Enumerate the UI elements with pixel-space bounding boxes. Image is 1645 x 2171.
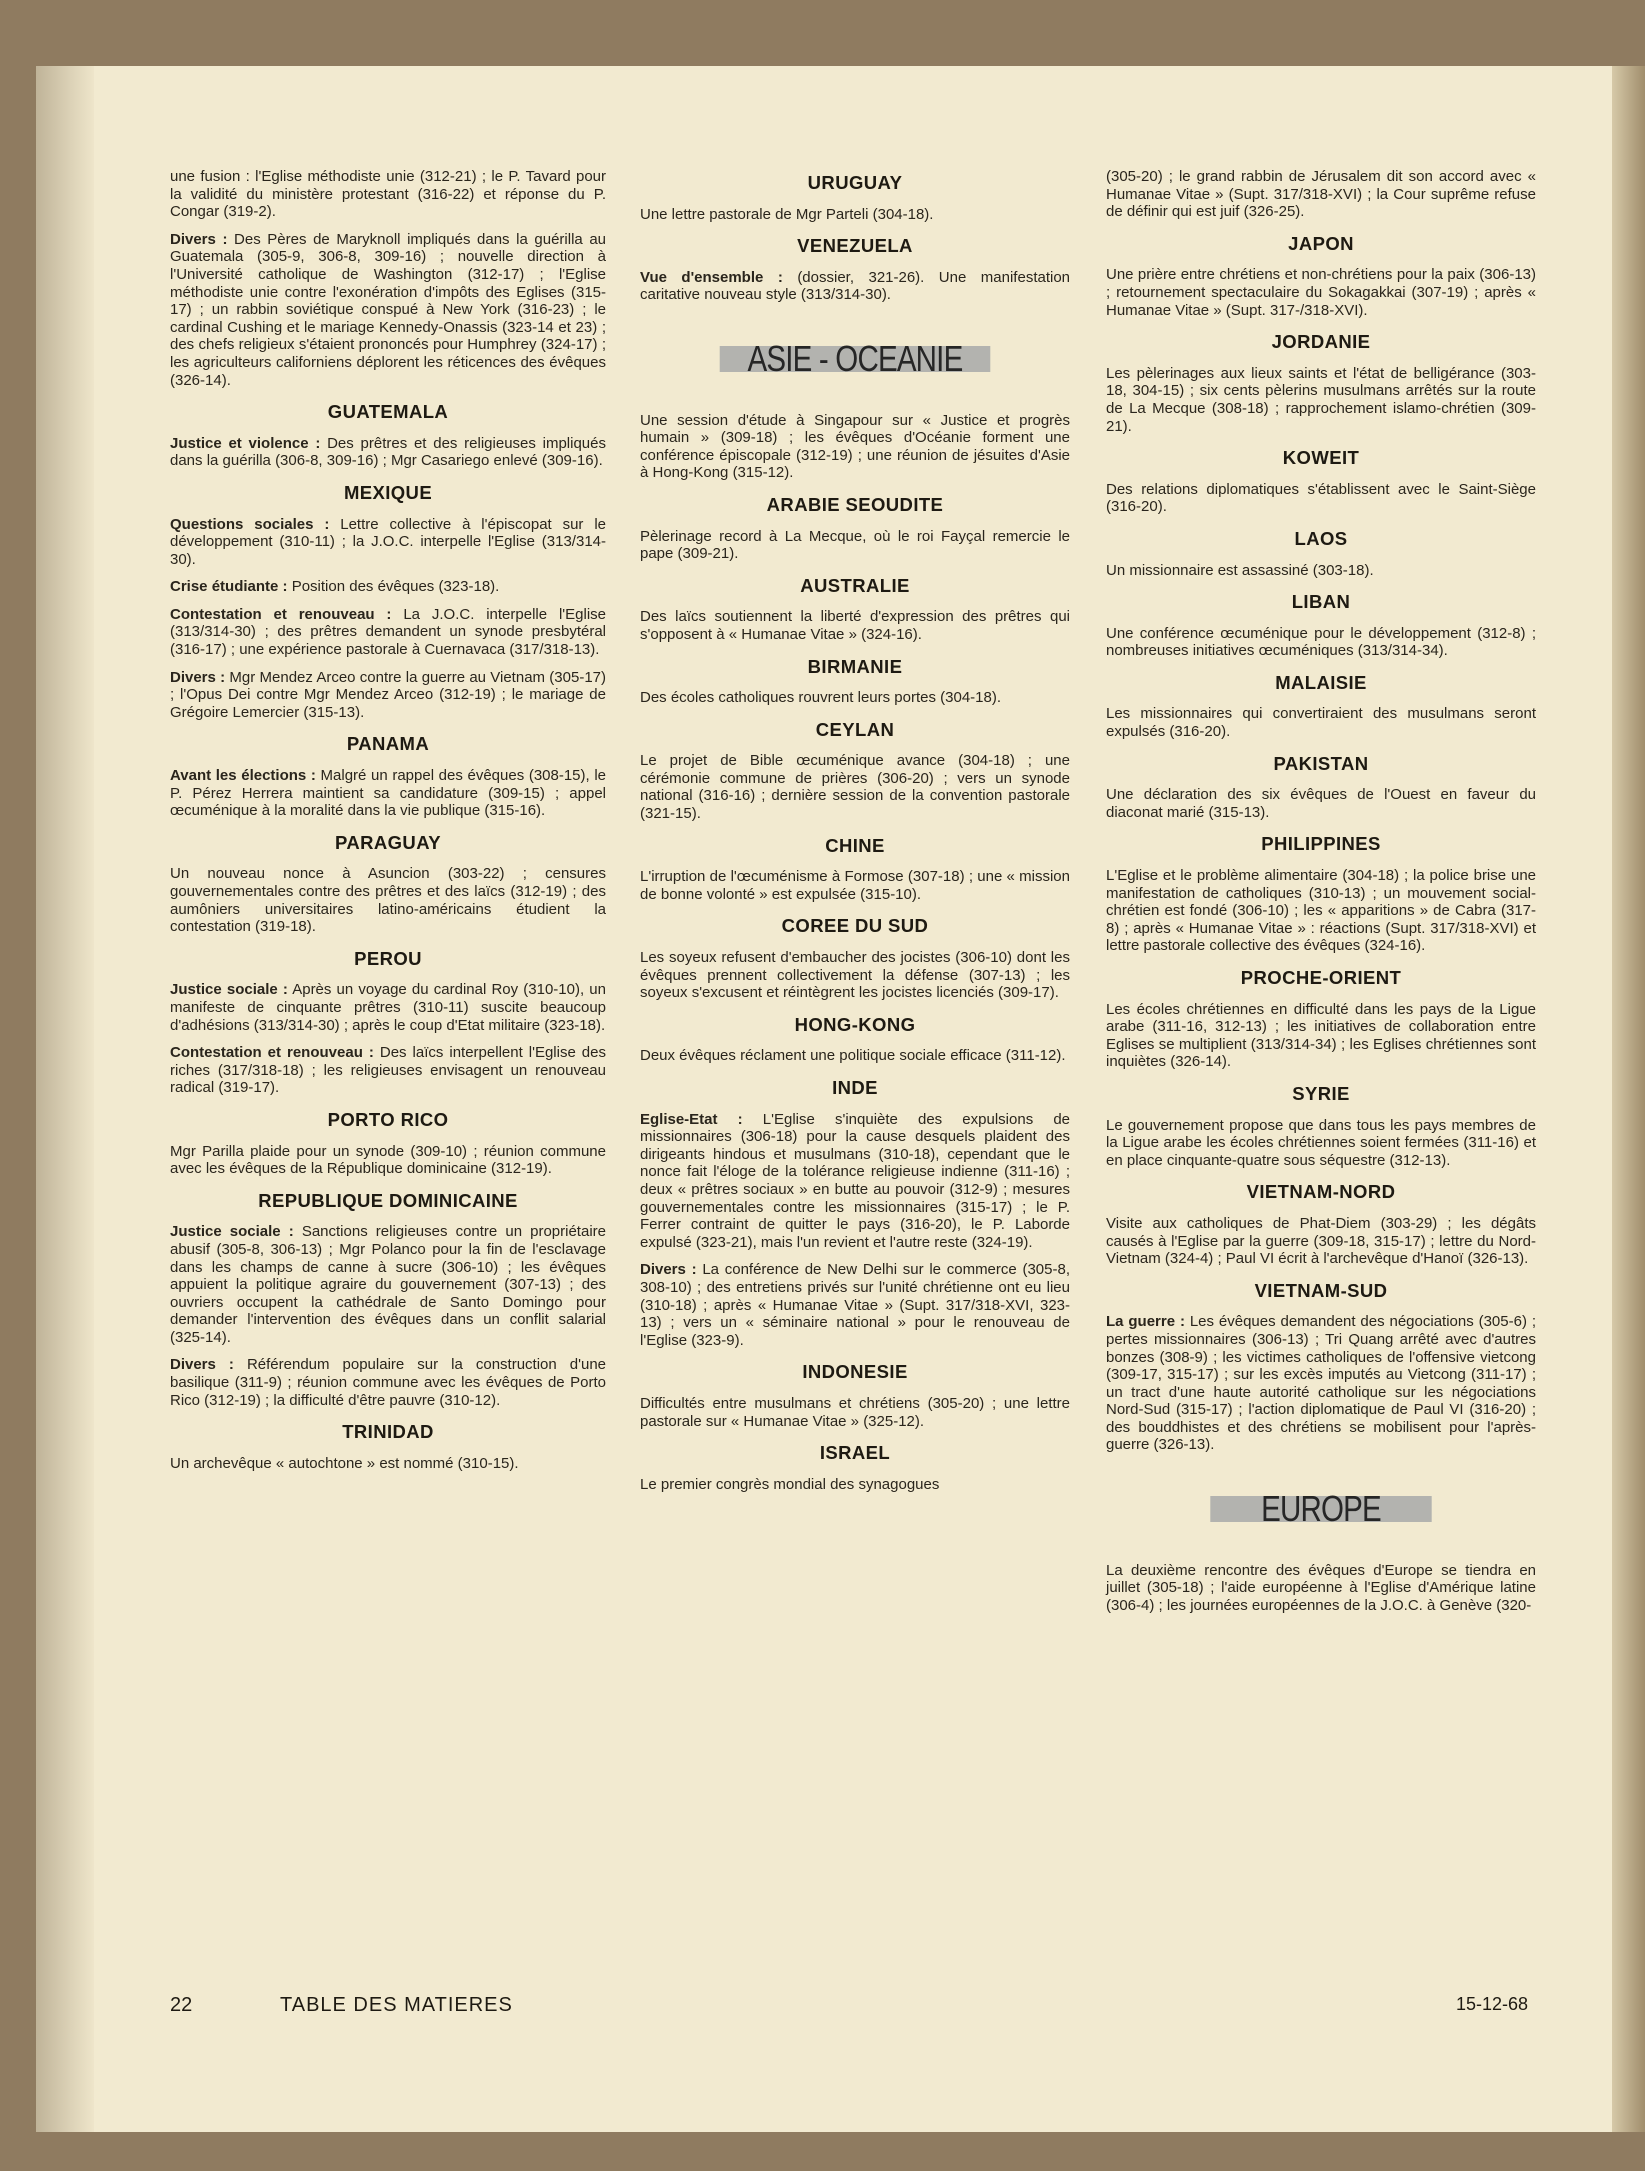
entry-lead: Divers :	[170, 230, 228, 248]
index-entry	[170, 865, 606, 935]
entry-text: La conférence de New Delhi sur le commerce (305-8, 308-10) ; des entretiens privés sur l'unité chrétienne ont eu lieu (310-18) ; après « Humanae Vitae » (Supt. 317/318-XVI, 323-13) ; vers un « séminaire national » pour le renouveau de l'Eglise (323-9).	[640, 1261, 1070, 1349]
entry-lead: Divers :	[640, 1261, 697, 1279]
index-section	[170, 1108, 606, 1178]
index-section	[1106, 969, 1536, 1071]
section-heading: ISRAEL	[819, 1442, 891, 1464]
entry-text: La J.O.C. interpelle l'Eglise (313/314-30) ; des prêtres demandent un synode presbytéral (316-17) ; une expérience pastorale à Cuernavaca (317/318-13).	[170, 605, 607, 659]
entry-text: Un archevêque « autochtone » est nommé (310-15).	[170, 1454, 519, 1472]
index-entry	[640, 949, 1070, 1002]
entry-text: Des prêtres et des religieuses impliqués dans la guérilla (306-8, 309-16) ; Mgr Casariego enlevé (309-16).	[170, 434, 606, 470]
index-section	[640, 174, 1070, 223]
entry-text: Position des évêques (323-18).	[291, 578, 500, 596]
index-section	[640, 574, 1070, 644]
index-entry	[1106, 365, 1536, 435]
entry-lead: Divers :	[170, 668, 226, 686]
section-heading: VIETNAM-NORD	[1246, 1181, 1396, 1203]
section-heading: GUATEMALA	[327, 401, 449, 423]
section-heading: PARAGUAY	[335, 831, 441, 853]
section-heading: ARABIE SEOUDITE	[766, 493, 944, 515]
entry-text: Une session d'étude à Singapour sur « Justice et progrès humain » (309-18) ; les évêques d'Océanie forment une conférence épiscopale (312-19) ; une réunion de jésuites d'Asie à Hong-Kong (315-12).	[640, 411, 1070, 482]
section-heading: COREE DU SUD	[781, 915, 929, 937]
entry-lead: La guerre :	[1106, 1313, 1185, 1331]
section-heading: JORDANIE	[1271, 331, 1371, 353]
index-entry	[170, 1223, 606, 1346]
section-heading: MALAISIE	[1275, 671, 1367, 693]
index-entry	[170, 669, 606, 722]
entry-text: Des Pères de Maryknoll impliqués dans la guérilla au Guatemala (305-9, 306-8, 309-16) ; nouvelle direction à l'Université catholique de Washington (312-17) ; l'Eglise méthodiste unie contre l'exonération d'impôts des Eglises (315-17) ; un rabbin soviétique conspué à New York (316-23) ; le cardinal Cushing et le mariage Kennedy-Onassis (323-14 et 23) ; des chefs religieux s'étaient prononcés pour Humphrey (324-17) ; les agriculteurs californiens déplorent les réticences des évêques (326-14).	[170, 230, 607, 389]
entry-text: Des écoles catholiques rouvrent leurs portes (304-18).	[640, 689, 1002, 707]
index-entry	[640, 1047, 1070, 1065]
index-entry	[640, 1111, 1070, 1252]
index-section	[640, 493, 1070, 563]
section-heading: URUGUAY	[807, 172, 903, 193]
index-section	[1106, 1183, 1536, 1267]
index-section	[170, 481, 607, 722]
section-heading: AUSTRALIE	[800, 574, 910, 596]
entry-text: Les pèlerinages aux lieux saints et l'état de belligérance (303-18, 304-15) ; six cents pèlerins musulmans arrêtés sur la route de La Mecque (308-18) ; rapprochement islamo-chrétien (309-21).	[1106, 364, 1536, 435]
index-entry	[640, 269, 1070, 304]
binding-shadow	[36, 66, 94, 2132]
index-section	[640, 1444, 1070, 1493]
entry-text: Le gouvernement propose que dans tous les pays membres de la Ligue arabe les écoles chrétiennes soient fermées (311-16) et en place cinquante-quatre sous séquestre (312-13).	[1106, 1116, 1536, 1169]
entry-text: Mgr Mendez Arceo contre la guerre au Vietnam (305-17) ; l'Opus Dei contre Mgr Mendez Arceo (312-19) ; le mariage de Grégoire Lemercier (315-13).	[170, 668, 607, 721]
index-section	[1106, 449, 1536, 516]
index-entry	[170, 231, 606, 389]
index-section	[640, 237, 1070, 304]
entry-text: une fusion : l'Eglise méthodiste unie (312-21) ; le P. Tavard pour la validité du ministère protestant (316-22) et réponse du P. Congar (319-2).	[170, 168, 606, 221]
entry-lead: Justice sociale :	[170, 1223, 294, 1241]
entry-text: Les soyeux refusent d'embaucher des jocistes (306-10) dont les évêques prennent collectivement la défense (307-13) ; les soyeux s'excusent et réintègrent les jocistes licenciés (309-17).	[640, 949, 1070, 1002]
entry-text: Référendum populaire sur la construction d'une basilique (311-9) ; réunion commune avec les évêques de Porto Rico (312-19) ; la difficulté d'être pauvre (310-12).	[170, 1356, 607, 1409]
entry-lead: Justice sociale :	[170, 981, 288, 999]
index-section	[1106, 1082, 1536, 1169]
index-entry	[170, 168, 606, 221]
entry-text: Des relations diplomatiques s'établissent avec le Saint-Siège (316-20).	[1106, 480, 1536, 516]
index-entry	[170, 981, 606, 1034]
section-heading: TRINIDAD	[342, 1421, 434, 1443]
index-entry	[170, 1356, 606, 1409]
index-section	[1106, 168, 1536, 221]
entry-text: Une prière entre chrétiens et non-chrétiens pour la paix (306-13) ; retournement spectaculaire du Sokagakkai (307-19) ; après « Humanae Vitae » (Supt. 317-/318-XVI).	[1106, 266, 1536, 319]
entry-text: Mgr Parilla plaide pour un synode (309-10) ; réunion commune avec les évêques de la République dominicaine (312-19).	[170, 1142, 606, 1178]
page-edge	[1612, 66, 1645, 2132]
section-heading: CHINE	[825, 834, 885, 856]
section-heading: INDE	[832, 1077, 878, 1098]
entry-text: Le projet de Bible œcuménique avance (304-18) ; une cérémonie commune de prières (306-20) ; vers un synode national (316-16) ; dernière session de la convention pastorale (321-15).	[640, 752, 1070, 823]
index-entry	[1106, 266, 1536, 319]
index-section	[640, 917, 1070, 1001]
index-section	[1106, 232, 1536, 319]
entry-lead: Vue d'ensemble :	[640, 268, 783, 286]
entry-text: Une conférence œcuménique pour le développement (312-8) ; nombreuses initiatives œcuméniques (313/314-34).	[1106, 624, 1536, 660]
index-entry	[1106, 168, 1536, 221]
index-section	[170, 403, 606, 470]
index-entry	[170, 1455, 606, 1473]
entry-text: (dossier, 321-26). Une manifestation caritative nouveau style (313/314-30).	[640, 268, 1071, 304]
index-section	[1106, 1279, 1536, 1454]
page-number: 22	[170, 1994, 193, 2016]
entry-text: L'Eglise et le problème alimentaire (304-18) ; la police brise une manifestation de catholiques (310-13) ; un mouvement social-chrétien est fondé (306-10) ; les « apparitions » de Cabra (317-8) ; après « Humanae Vitae » : réactions (Supt. 317/318-XVI) et lettre pastorale collective des évêques (324-16).	[1106, 867, 1536, 955]
entry-text: Une lettre pastorale de Mgr Parteli (304-18).	[640, 205, 934, 223]
index-section	[1106, 1562, 1536, 1615]
index-entry	[640, 689, 1070, 707]
section-heading: INDONESIE	[802, 1361, 908, 1383]
index-entry	[1106, 1313, 1536, 1454]
entry-text: Un missionnaire est assassiné (303-18).	[1106, 561, 1374, 579]
entry-text: Sanctions religieuses contre un propriétaire abusif (305-8, 306-13) ; Mgr Polanco pour la fin de l'esclavage dans les champs de canne à sucre (306-10) ; les évêques appuient la politique agraire du gouvernement (307-13) ; des ouvriers occupent la cathédrale de Santo Domingo pour demander l'intervention des évêques dans un conflit salarial (325-14).	[170, 1223, 606, 1346]
footer-title: TABLE DES MATIERES	[280, 1994, 513, 2016]
index-entry	[640, 528, 1070, 563]
index-entry	[640, 1395, 1070, 1430]
index-section	[640, 718, 1070, 823]
entry-lead: Divers :	[170, 1356, 234, 1374]
index-entry	[1106, 481, 1536, 516]
index-entry	[640, 206, 1070, 224]
index-entry	[1106, 867, 1536, 955]
index-section	[170, 1189, 607, 1410]
section-heading: JAPON	[1288, 232, 1354, 254]
index-entry	[640, 608, 1070, 643]
entry-text: Les évêques demandent des négociations (305-6) ; pertes missionnaires (306-13) ; Tri Quang arrêté avec d'autres bonzes (308-9) ; les victimes catholiques de l'offensive vietcong (309-17, 315-17) ; sur les excès imputés au Vietcong (311-17) ; un tract d'une haute autorité catholique sur les négociations Nord-Sud (315-17) ; l'action diplomatique de Paul VI (316-20) ; des bouddhistes et des chrétiens se mobilisent pour l'après-guerre (326-13).	[1106, 1313, 1536, 1454]
entry-text: Le premier congrès mondial des synagogues	[640, 1475, 940, 1493]
index-entry	[1106, 1215, 1536, 1268]
entry-lead: Avant les élections :	[170, 767, 316, 785]
column-2	[640, 168, 1070, 1507]
index-entry	[170, 516, 606, 569]
section-heading: VIETNAM-SUD	[1254, 1279, 1388, 1301]
region-banner: EUROPE	[1210, 1496, 1431, 1522]
index-entry	[170, 767, 606, 820]
section-heading: PAKISTAN	[1273, 752, 1369, 774]
entry-text: L'irruption de l'œcuménisme à Formose (307-18) ; une « mission de bonne volonté » est expulsée (315-10).	[640, 868, 1070, 903]
index-section	[170, 831, 606, 936]
index-entry	[1106, 625, 1536, 660]
section-heading: SYRIE	[1292, 1082, 1350, 1104]
entry-text: Difficultés entre musulmans et chrétiens (305-20) ; une lettre pastorale sur « Humanae Vitae » (325-12).	[640, 1394, 1070, 1430]
index-section	[640, 1013, 1070, 1065]
index-section	[640, 655, 1070, 707]
index-entry	[640, 1261, 1070, 1349]
section-heading: LIBAN	[1291, 591, 1351, 613]
index-section	[1106, 333, 1536, 435]
index-section	[1106, 593, 1536, 660]
index-section	[640, 834, 1070, 904]
index-entry	[170, 606, 606, 659]
index-section	[640, 412, 1070, 482]
index-entry	[640, 1476, 1070, 1494]
index-section	[1106, 835, 1536, 955]
index-entry	[170, 1143, 606, 1178]
entry-text: L'Eglise s'inquiète des expulsions de missionnaires (306-18) pour la cause desquels plaident des dirigeants hindous et musulmans (310-18), cependant que le nonce fait l'éloge de la tolérance religieuse indienne (311-16) ; deux « prêtres sociaux » en butte au pouvoir (312-9) ; mesures gouvernementales contre les missionnaires (315-17) ; le P. Ferrer contraint de quitter le pays (316-20), le P. Laborde expulsé (323-21), mais l'un revient et l'autre reste (324-19).	[640, 1110, 1070, 1251]
entry-text: Les missionnaires qui convertiraient des musulmans seront expulsés (316-20).	[1106, 705, 1536, 741]
section-heading: REPUBLIQUE DOMINICAINE	[258, 1189, 518, 1211]
section-heading: PANAMA	[346, 733, 430, 755]
entry-text: Pèlerinage record à La Mecque, où le roi Fayçal remercie le pape (309-21).	[640, 527, 1070, 563]
section-heading: KOWEIT	[1282, 447, 1360, 469]
index-section	[1106, 527, 1536, 579]
section-heading: PHILIPPINES	[1261, 833, 1381, 855]
column-1	[170, 168, 606, 1486]
index-section	[640, 1079, 1070, 1349]
index-entry	[1106, 1001, 1536, 1071]
index-section	[1106, 671, 1536, 741]
entry-lead: Contestation et renouveau :	[170, 605, 392, 623]
section-heading: PEROU	[354, 947, 422, 969]
entry-lead: Eglise-Etat :	[640, 1110, 743, 1128]
entry-text: Malgré un rappel des évêques (308-15), le P. Pérez Herrera maintient sa candidature (309-15) ; appel œcuménique à la moralité dans la vie publique (315-16).	[170, 767, 606, 820]
region-banner: ASIE - OCEANIE	[720, 346, 991, 372]
index-entry	[1106, 705, 1536, 740]
index-entry	[640, 752, 1070, 822]
entry-text: Deux évêques réclament une politique sociale efficace (311-12).	[640, 1047, 1066, 1065]
index-section	[170, 947, 606, 1097]
entry-text: Après un voyage du cardinal Roy (310-10), un manifeste de cinquante prêtres (310-11) suscite beaucoup d'adhésions (313/314-30) ; après le coup d'Etat militaire (323-18).	[170, 981, 606, 1034]
index-entry	[1106, 562, 1536, 580]
index-section	[170, 168, 606, 389]
footer-date: 15-12-68	[1456, 1994, 1529, 2014]
entry-text: Une déclaration des six évêques de l'Ouest en faveur du diaconat marié (315-13).	[1106, 786, 1536, 821]
entry-text: (305-20) ; le grand rabbin de Jérusalem dit son accord avec « Humanae Vitae » (Supt. 317/318-XVI) ; la Cour suprême refuse de définir qui est juif (326-25).	[1106, 168, 1536, 221]
entry-text: Des laïcs interpellent l'Eglise des riches (317/318-18) ; les religieuses envisagent un renouveau radical (319-17).	[170, 1044, 606, 1097]
section-heading: PORTO RICO	[327, 1108, 449, 1130]
section-heading: CEYLAN	[815, 718, 895, 740]
index-entry	[1106, 1117, 1536, 1170]
entry-text: Un nouveau nonce à Asuncion (303-22) ; censures gouvernementales contre des prêtres et des laïcs (312-19) ; des aumôniers universitaires latino-américains étudient la contestation (319-18).	[170, 865, 606, 936]
section-heading: VENEZUELA	[797, 235, 913, 257]
entry-lead: Questions sociales :	[170, 515, 330, 533]
column-3	[1106, 168, 1536, 1628]
entry-text: Les écoles chrétiennes en difficulté dans les pays de la Ligue arabe (311-16, 312-13) ; les initiatives de collaboration entre Eglises se multiplient (313/314-34) ; les Eglises chrétiennes sont inquiètes (326-14).	[1106, 1000, 1536, 1071]
index-section	[640, 1363, 1070, 1430]
index-entry	[1106, 786, 1536, 821]
index-entry	[170, 578, 606, 596]
section-heading: PROCHE-ORIENT	[1240, 967, 1402, 988]
entry-lead: Crise étudiante :	[170, 578, 288, 596]
index-entry	[1106, 1562, 1536, 1615]
index-entry	[640, 412, 1070, 482]
section-heading: HONG-KONG	[794, 1013, 916, 1035]
entry-text: Des laïcs soutiennent la liberté d'expression des prêtres qui s'opposent à « Humanae Vitae » (324-16).	[640, 608, 1070, 643]
entry-text: La deuxième rencontre des évêques d'Europe se tiendra en juillet (305-18) ; l'aide européenne à l'Eglise d'Amérique latine (306-4) ; les journées européennes de la J.O.C. à Genève (320-	[1106, 1561, 1536, 1614]
index-section	[170, 1423, 606, 1472]
section-heading: MEXIQUE	[343, 481, 433, 503]
entry-text: Lettre collective à l'épiscopat sur le développement (310-11) ; la J.O.C. interpelle l'Eglise (313/314-30).	[170, 515, 606, 568]
index-section	[1106, 752, 1536, 822]
index-entry	[170, 435, 606, 470]
entry-lead: Contestation et renouveau :	[170, 1044, 374, 1062]
index-entry	[170, 1044, 606, 1097]
section-heading: LAOS	[1294, 527, 1348, 549]
entry-text: Visite aux catholiques de Phat-Diem (303-29) ; les dégâts causés à l'Eglise par la guerre (309-18, 315-17) ; lettre du Nord-Vietnam (324-4) ; Paul VI écrit à l'archevêque d'Hanoï (326-13).	[1106, 1214, 1536, 1268]
index-section	[170, 735, 606, 819]
entry-lead: Justice et violence :	[170, 434, 321, 452]
index-entry	[640, 868, 1070, 903]
section-heading: BIRMANIE	[807, 655, 903, 677]
